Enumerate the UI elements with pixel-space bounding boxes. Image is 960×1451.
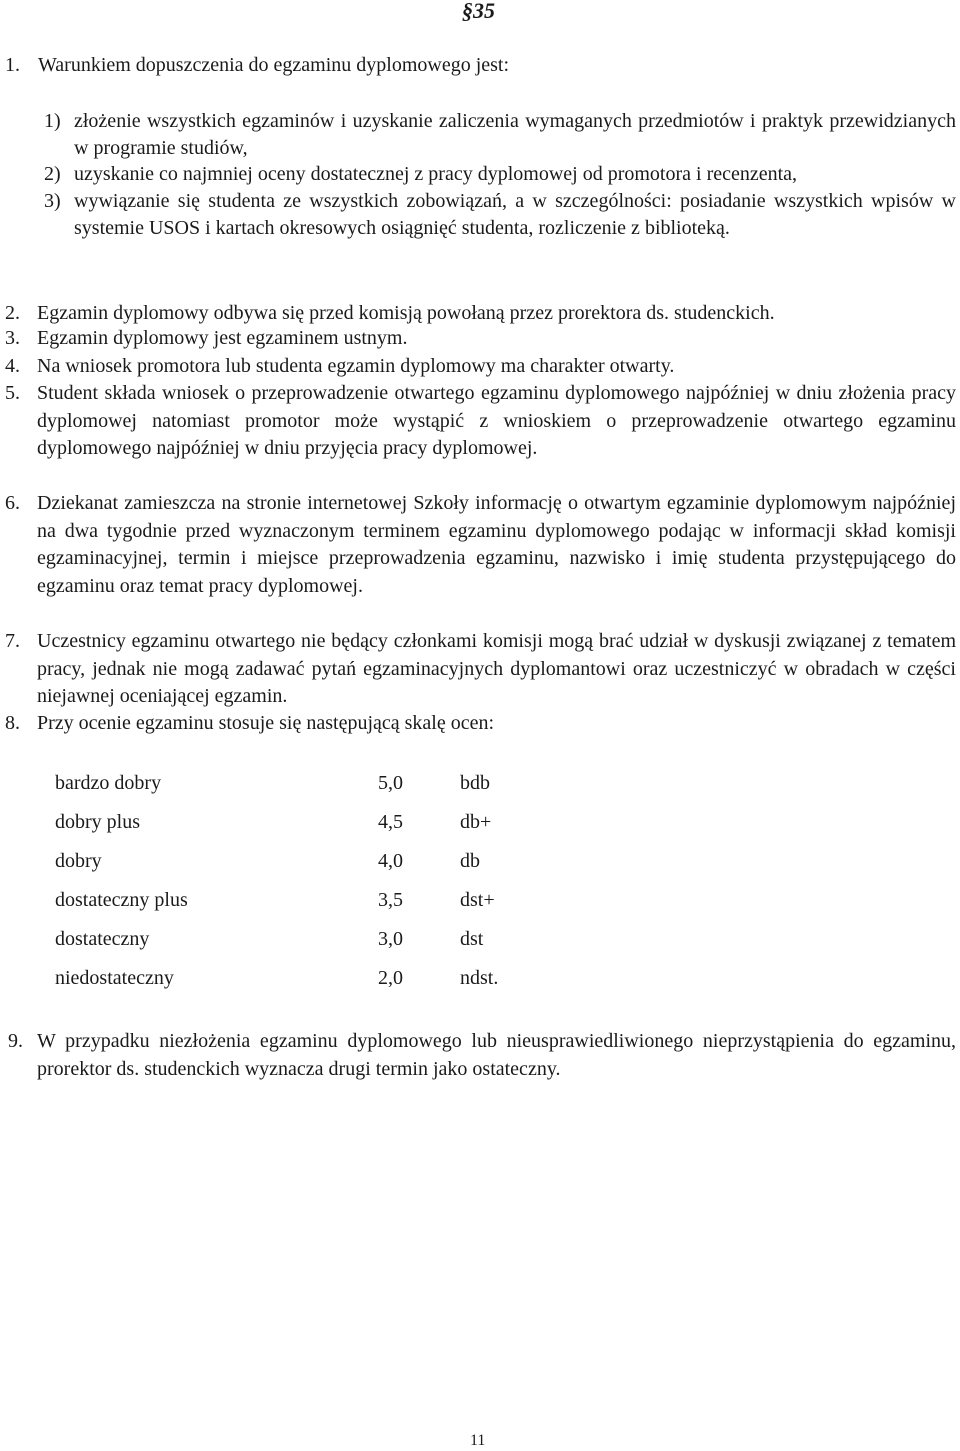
grade-value: 4,0 — [378, 850, 403, 872]
grade-abbreviation: db+ — [460, 811, 492, 833]
grade-value: 2,0 — [378, 967, 403, 989]
item-5-text: Student składa wniosek o przeprowadzenie otwartego egzaminu dyplomowego najpóźniej w dniu złożenia pracy dyplomowej natomiast promotor może wystąpić z wnioskiem o przeprowadzenie otwartego egzaminu dyplomowego najpóźniej w dniu przyjęcia pracy dyplomowej. — [37, 382, 956, 459]
item-1-number: 1. — [5, 54, 20, 76]
item-3 — [5, 325, 956, 353]
item-2 — [5, 300, 956, 328]
grade-name: dostateczny — [55, 928, 150, 950]
item-9-text: W przypadku niezłożenia egzaminu dyplomowego lub nieusprawiedliwionego nieprzystąpienia do egzaminu, prorektor ds. studenckich wyznacza drugi termin jako ostateczny. — [37, 1030, 956, 1080]
item-4-number: 4. — [5, 355, 20, 377]
item-6-text: Dziekanat zamieszcza na stronie internetowej Szkoły informację o otwartym egzaminie dyplomowym najpóźniej na dwa tygodnie przed wyznaczonym terminem egzaminu dyplomowego podając w informacji skład komisji egzaminacyjnej, termin i miejsce przeprowadzenia egzaminu, nazwisko i imię studenta przystępującego do egzaminu oraz temat pracy dyplomowej. — [37, 492, 956, 597]
section-heading: §35 — [462, 0, 495, 23]
subitem-2 — [44, 161, 956, 188]
item-4 — [5, 353, 956, 381]
grade-abbreviation: ndst. — [460, 967, 499, 989]
item-1 — [5, 54, 945, 77]
grade-name: dobry plus — [55, 811, 140, 833]
grade-abbreviation: dst+ — [460, 889, 495, 911]
grade-value: 3,0 — [378, 928, 403, 950]
grade-abbreviation: db — [460, 850, 480, 872]
subitem-1-text: złożenie wszystkich egzaminów i uzyskanie zaliczenia wymaganych przedmiotów i praktyk przewidzianych w programie studiów, — [74, 110, 956, 159]
subitem-2-number: 2) — [44, 163, 61, 185]
item-7-number: 7. — [5, 630, 20, 652]
grade-row — [55, 772, 575, 802]
grade-row — [55, 928, 575, 958]
grade-name: dobry — [55, 850, 102, 872]
grade-value: 3,5 — [378, 889, 403, 911]
page-number: 11 — [470, 1432, 486, 1449]
grade-value: 4,5 — [378, 811, 403, 833]
item-7-text: Uczestnicy egzaminu otwartego nie będący członkami komisji mogą brać udział w dyskusji związanej z tematem pracy, jednak nie mogą zadawać pytań egzaminacyjnych dyplomantowi oraz uczestniczyć w obradach w części niejawnej oceniającej egzamin. — [37, 630, 956, 707]
item-2-number: 2. — [5, 302, 20, 324]
grade-value: 5,0 — [378, 772, 403, 794]
item-1-text: Warunkiem dopuszczenia do egzaminu dyplomowego jest: — [38, 54, 510, 76]
subitem-3-number: 3) — [44, 190, 61, 212]
item-7 — [5, 628, 956, 711]
grade-name: niedostateczny — [55, 967, 174, 989]
item-4-text: Na wniosek promotora lub studenta egzamin dyplomowy ma charakter otwarty. — [37, 355, 675, 377]
subitem-3-text: wywiązanie się studenta ze wszystkich zobowiązań, a w szczególności: posiadanie wszystkich wpisów w systemie USOS i kartach okresowych osiągnięć studenta, rozliczenie z biblioteką. — [74, 190, 956, 239]
grade-abbreviation: dst — [460, 928, 484, 950]
item-9 — [8, 1028, 956, 1083]
subitem-1 — [44, 108, 956, 161]
item-3-text: Egzamin dyplomowy jest egzaminem ustnym. — [37, 327, 408, 349]
item-3-number: 3. — [5, 327, 20, 349]
item-8-number: 8. — [5, 712, 20, 734]
grade-row — [55, 850, 575, 880]
item-9-number: 9. — [8, 1030, 23, 1052]
grade-name: dostateczny plus — [55, 889, 188, 911]
grade-name: bardzo dobry — [55, 772, 162, 794]
item-8-text: Przy ocenie egzaminu stosuje się następującą skalę ocen: — [37, 712, 495, 734]
item-6 — [5, 490, 956, 600]
item-5-number: 5. — [5, 382, 20, 404]
grade-row — [55, 967, 575, 997]
grade-row — [55, 811, 575, 841]
subitem-1-number: 1) — [44, 110, 61, 132]
grade-abbreviation: bdb — [460, 772, 490, 794]
item-8 — [5, 710, 956, 738]
item-5 — [5, 380, 956, 463]
item-2-text: Egzamin dyplomowy odbywa się przed komisją powołaną przez prorektora ds. studenckich. — [37, 302, 775, 324]
subitem-2-text: uzyskanie co najmniej oceny dostatecznej z pracy dyplomowej od promotora i recenzenta, — [74, 163, 798, 185]
item-6-number: 6. — [5, 492, 20, 514]
grade-row — [55, 889, 575, 919]
subitem-3 — [44, 188, 956, 241]
